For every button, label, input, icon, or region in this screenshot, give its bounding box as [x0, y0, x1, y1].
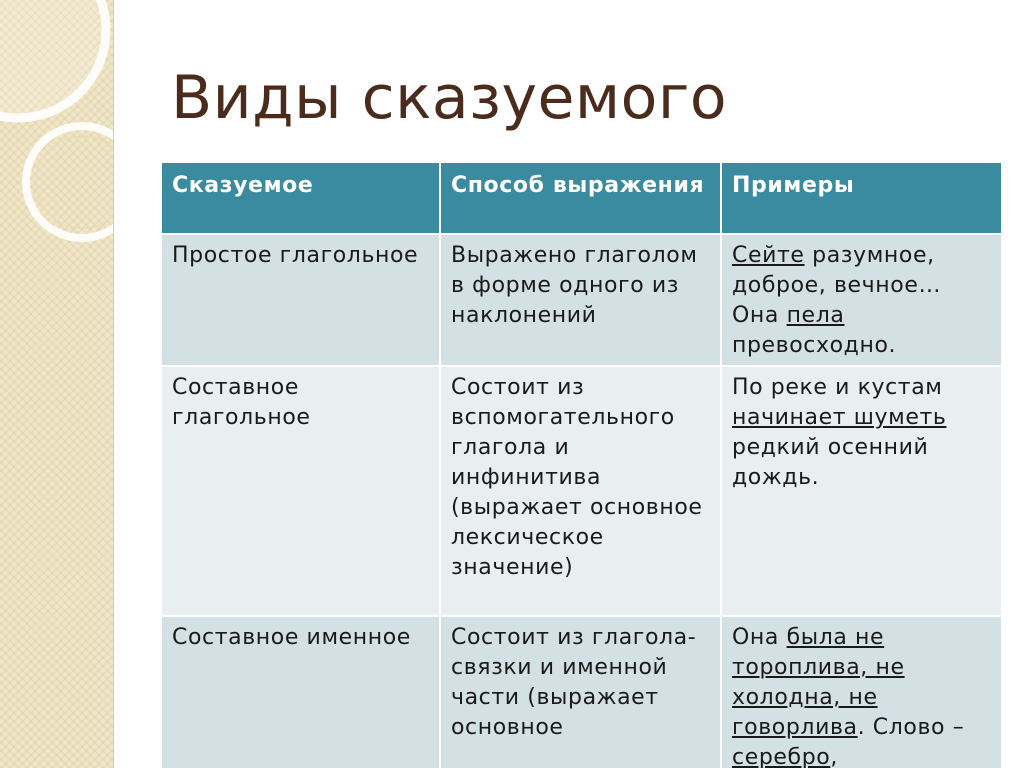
header-cell-predicate: Сказуемое [161, 162, 440, 234]
table-row [161, 616, 1002, 768]
table-row [161, 366, 1002, 616]
side-strip-divider [113, 0, 114, 768]
example-text: По реке и кустам [732, 375, 943, 400]
cell-expression: Состоит из глагола-связки и именной части (выражает основное [440, 616, 721, 768]
cell-examples [721, 616, 1002, 768]
slide-title: Виды сказуемого [171, 63, 728, 133]
header-cell-examples: Примеры [721, 162, 1002, 234]
cell-predicate-type: Составное глагольное [161, 366, 440, 616]
example-highlighted-predicate: пела [786, 303, 845, 328]
decorative-rings-graphic [0, 0, 114, 768]
cell-examples [721, 234, 1002, 366]
example-highlighted-predicate: серебро [732, 745, 831, 768]
example-highlighted-predicate: была не тороплива, не холодна, не говорлива [732, 625, 905, 740]
table-header-row [161, 162, 1002, 234]
example-text: . Слово – [857, 715, 965, 740]
cell-examples [721, 366, 1002, 616]
header-cell-expression: Способ выражения [440, 162, 721, 234]
decorative-side-strip [0, 0, 113, 768]
cell-predicate-type: Составное именное [161, 616, 440, 768]
example-text: редкий осенний дождь. [732, 435, 929, 490]
table-row [161, 234, 1002, 366]
example-text: , [830, 745, 838, 768]
cell-expression: Выражено глаголом в форме одного из наклонений [440, 234, 721, 366]
cell-predicate-type: Простое глагольное [161, 234, 440, 366]
predicate-types-table [160, 161, 1001, 768]
cell-expression: Состоит из вспомогательного глагола и инфинитива (выражает основное лексическое значение) [440, 366, 721, 616]
example-highlighted-predicate: Сейте [732, 243, 805, 268]
example-text: разумное, доброе, вечное… Она [732, 243, 942, 328]
example-text: превосходно. [732, 333, 897, 358]
example-highlighted-predicate: начинает шуметь [732, 405, 947, 430]
example-text: Она [732, 625, 787, 650]
table [160, 161, 1003, 768]
